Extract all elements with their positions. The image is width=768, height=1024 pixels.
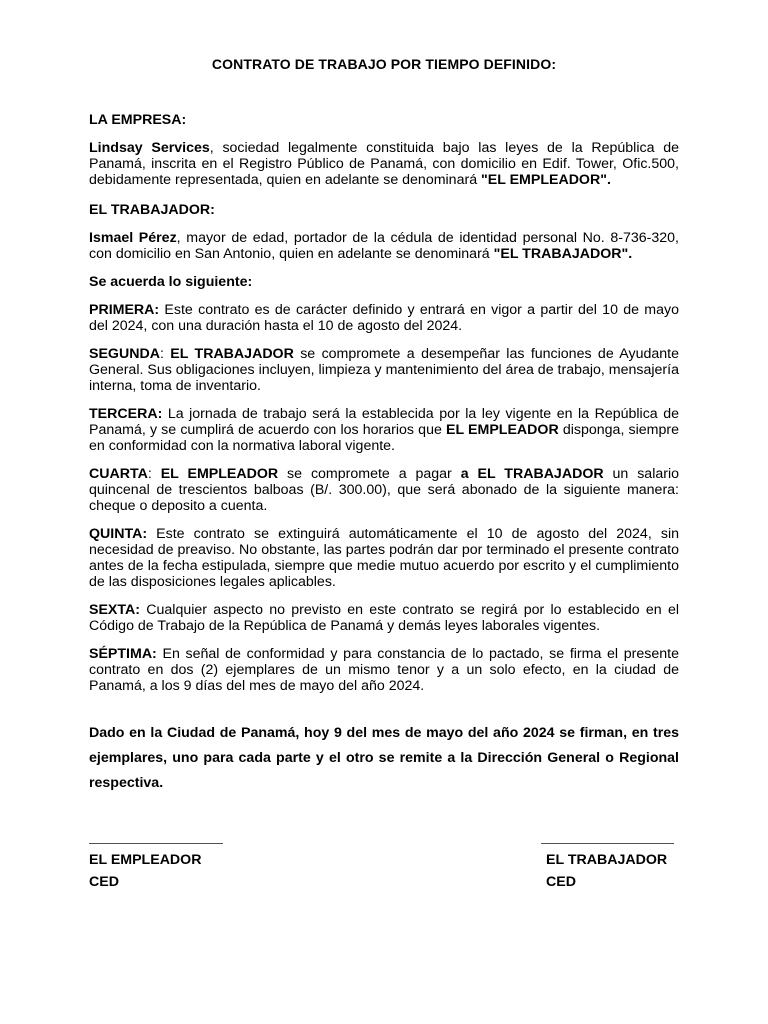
document-title: CONTRATO DE TRABAJO POR TIEMPO DEFINIDO: — [211, 56, 557, 72]
clause-segunda-label: SEGUNDA — [89, 346, 160, 362]
clause-sexta-label: SEXTA: — [89, 602, 140, 618]
clause-tercera: TERCERA: La jornada de trabajo será la establecida por la ley vigente en la República de Panamá, y se cumplirá de acuerdo con los horarios que EL EMPLEADOR disponga, siempre en conformidad con la normativa laboral vigente. — [89, 406, 680, 454]
clause-primera-text: Este contrato es de carácter definido y entrará en vigor a partir del 10 de mayo del 2024, con una duración hasta el 10 de agosto del 2024. — [89, 302, 679, 334]
trabajador-name: Ismael Pérez — [89, 230, 177, 246]
trabajador-heading: EL TRABAJADOR: — [89, 202, 215, 218]
clause-segunda-text: se compromete a desempeñar las funciones de Ayudante General. Sus obligaciones incluyen, limpieza y mantenimiento del área de trabajo, mensajería interna, toma de inventario. — [89, 346, 679, 394]
empresa-heading: LA EMPRESA: — [89, 112, 187, 128]
signature-line-trabajador — [541, 843, 674, 844]
clause-tercera-label: TERCERA: — [89, 406, 163, 422]
clause-septima-label: SÉPTIMA: — [89, 646, 157, 662]
signature-role-trabajador: EL TRABAJADOR — [546, 852, 668, 868]
clause-sexta-text: Cualquier aspecto no previsto en este contrato se regirá por lo establecido en el Código de Trabajo de la República de Panamá y demás leyes laborales vigentes. — [89, 602, 679, 634]
clause-cuarta: CUARTA: EL EMPLEADOR se compromete a pagar a EL TRABAJADOR un salario quincenal de trescientos balboas (B/. 300.00), que será abonado de la siguiente manera: cheque o deposito a cuenta. — [89, 466, 680, 514]
clause-cuarta-party-2: a EL TRABAJADOR — [460, 466, 604, 482]
clause-septima-text: En señal de conformidad y para constancia de lo pactado, se firma el presente contrato en dos (2) ejemplares de un mismo tenor y a un solo efecto, en la ciudad de Panamá, a los 9 días del mes de mayo del año 2024. — [89, 646, 679, 694]
signature-role-empleador: EL EMPLEADOR — [89, 852, 202, 868]
clause-tercera-party: EL EMPLEADOR — [446, 422, 559, 438]
empresa-paragraph — [89, 140, 679, 188]
acuerdo-heading: Se acuerda lo siguiente: — [89, 274, 253, 290]
trabajador-text: , mayor de edad, portador de la cédula de identidad personal No. 8-736-320, con domicilio en San Antonio, quien en adelante se denominará — [89, 230, 679, 262]
trabajador-paragraph — [89, 230, 679, 262]
signature-line-empleador — [89, 843, 223, 844]
clause-segunda: SEGUNDA: EL TRABAJADOR se compromete a desempeñar las funciones de Ayudante General. Sus obligaciones incluyen, limpieza y mantenimiento del área de trabajo, mensajería interna, toma de inventario. — [89, 346, 679, 394]
empresa-text: , sociedad legalmente constituida bajo las leyes de la República de Panamá, inscrita en el Registro Público de Panamá, con domicilio en Edif. Tower, Ofic.500, debidamente representada, quien en adelante se denominará — [89, 140, 679, 188]
empresa-alias: "EL EMPLEADOR". — [481, 172, 611, 188]
clause-cuarta-party-1: EL EMPLEADOR — [160, 466, 279, 482]
signature-id-trabajador: CED — [546, 874, 576, 890]
clause-quinta-label: QUINTA: — [89, 526, 148, 542]
closing-paragraph: Dado en la Ciudad de Panamá, hoy 9 del mes de mayo del año 2024 se firman, en tres ejemplares, uno para cada parte y el otro se remite a la Dirección General o Regional respectiva. — [89, 725, 679, 791]
clause-quinta-text: Este contrato se extinguirá automáticamente el 10 de agosto del 2024, sin necesidad de preaviso. No obstante, las partes podrán dar por terminado el presente contrato antes de la fecha estipulada, siempre que medie mutuo acuerdo por escrito y el cumplimiento de las disposiciones legales aplicables. — [89, 526, 679, 590]
trabajador-alias: "EL TRABAJADOR". — [493, 246, 633, 262]
clause-primera — [89, 302, 679, 334]
clause-sexta — [89, 602, 679, 634]
clause-primera-label: PRIMERA: — [89, 302, 160, 318]
clause-quinta — [89, 526, 679, 590]
signature-id-empleador: CED — [89, 874, 119, 890]
contract-body — [89, 112, 679, 694]
clause-septima — [89, 646, 679, 694]
empresa-name: Lindsay Services — [89, 140, 210, 156]
clause-segunda-party: EL TRABAJADOR — [170, 346, 294, 362]
clause-cuarta-label: CUARTA — [89, 466, 148, 482]
